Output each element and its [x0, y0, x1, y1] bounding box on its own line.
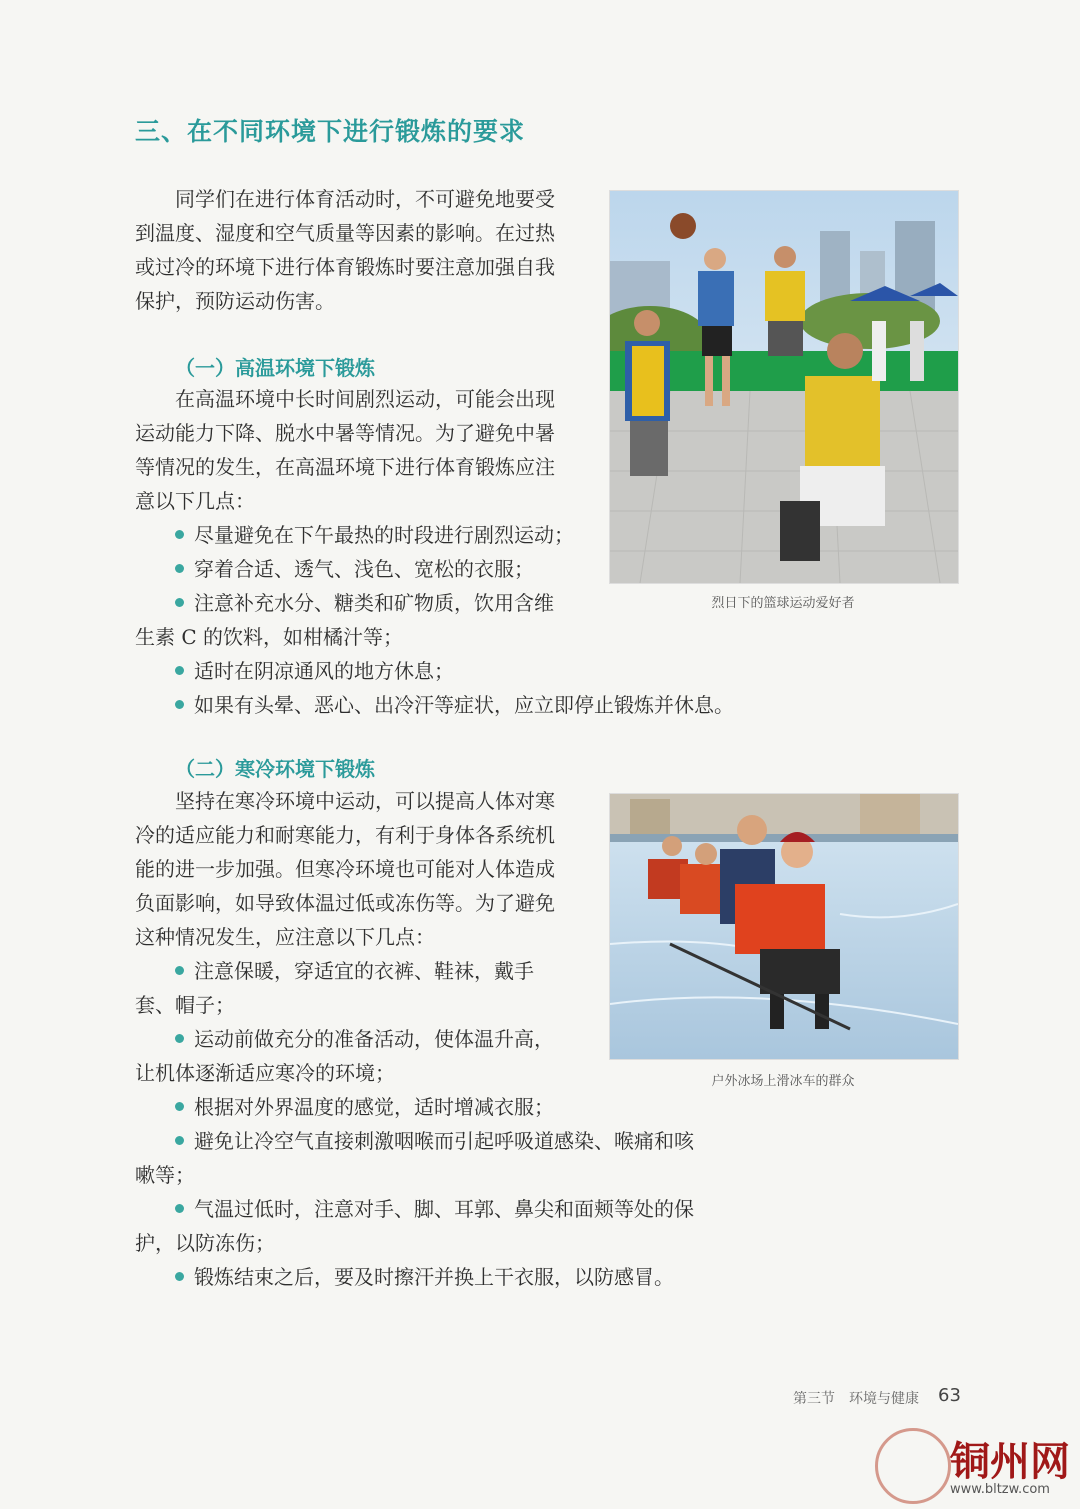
section-heading: 三、在不同环境下进行锻炼的要求 [135, 117, 526, 146]
cold-subheading: （二）寒冷环境下锻炼 [175, 757, 375, 781]
cold-line: 负面影响，如导致体温过低或冻伤等。为了避免 [135, 891, 555, 915]
page-number: 63 [938, 1385, 961, 1406]
list-item: 锻炼结束之后，要及时擦汗并换上干衣服，以防感冒。 [135, 1260, 775, 1294]
intro-line: 到温度、湿度和空气质量等因素的影响。在过热 [135, 221, 555, 245]
hot-paragraph [135, 382, 585, 518]
list-item: 避免让冷空气直接刺激咽喉而引起呼吸道感染、喉痛和咳 [135, 1124, 775, 1158]
list-item-continuation: 护，以防冻伤； [135, 1231, 275, 1255]
hot-line: 在高温环境中长时间剧烈运动，可能会出现 [175, 387, 555, 411]
watermark-url: www.bltzw.com [950, 1482, 1050, 1497]
list-item: 运动前做充分的准备活动，使体温升高， [135, 1022, 775, 1056]
bullet-dot-icon [175, 1136, 184, 1145]
intro-line: 保护，预防运动伤害。 [135, 289, 335, 313]
cold-line: 能的进一步加强。但寒冷环境也可能对人体造成 [135, 857, 555, 881]
bullet-dot-icon [175, 530, 184, 539]
list-item-continuation: 让机体逐渐适应寒冷的环境； [135, 1061, 395, 1085]
hot-bullet-list [135, 518, 775, 722]
hot-line: 等情况的发生，在高温环境下进行体育锻炼应注 [135, 455, 555, 479]
intro-paragraph [135, 182, 585, 318]
footer-section-label: 第三节 环境与健康 [793, 1391, 919, 1407]
cold-line: 坚持在寒冷环境中运动，可以提高人体对寒 [175, 789, 555, 813]
cold-paragraph [135, 784, 585, 954]
bullet-dot-icon [175, 1034, 184, 1043]
list-item: 注意补充水分、糖类和矿物质，饮用含维 [135, 586, 775, 620]
cold-line: 冷的适应能力和耐寒能力，有利于身体各系统机 [135, 823, 555, 847]
bullet-dot-icon [175, 966, 184, 975]
hot-line: 运动能力下降、脱水中暑等情况。为了避免中暑 [135, 421, 555, 445]
hot-subheading: （一）高温环境下锻炼 [175, 356, 375, 380]
bullet-dot-icon [175, 1102, 184, 1111]
intro-line: 或过冷的环境下进行体育锻炼时要注意加强自我 [135, 255, 555, 279]
ice-sled-photo [609, 793, 959, 1060]
ice-sled-photo-caption: 户外冰场上滑冰车的群众 [711, 1074, 855, 1089]
bullet-dot-icon [175, 1272, 184, 1281]
bullet-dot-icon [175, 1204, 184, 1213]
ice-sled-illustration [610, 794, 958, 1059]
list-item: 根据对外界温度的感觉，适时增减衣服； [135, 1090, 775, 1124]
list-item: 注意保暖，穿适宜的衣裤、鞋袜，戴手 [135, 954, 775, 988]
hot-line: 意以下几点： [135, 489, 255, 513]
list-item: 穿着合适、透气、浅色、宽松的衣服； [135, 552, 775, 586]
bullet-dot-icon [175, 666, 184, 675]
list-item-continuation: 生素 C 的饮料，如柑橘汁等； [135, 625, 404, 649]
list-item: 适时在阴凉通风的地方休息； [135, 654, 775, 688]
list-item-continuation: 嗽等； [135, 1163, 195, 1187]
list-item-continuation: 套、帽子； [135, 993, 235, 1017]
bullet-dot-icon [175, 598, 184, 607]
list-item: 尽量避免在下午最热的时段进行剧烈运动； [135, 518, 775, 552]
watermark-site-name: 铜州网 [950, 1439, 1070, 1485]
bullet-dot-icon [175, 700, 184, 709]
intro-line: 同学们在进行体育活动时，不可避免地要受 [175, 187, 555, 211]
cold-line: 这种情况发生，应注意以下几点： [135, 925, 435, 949]
basketball-photo-caption: 烈日下的篮球运动爱好者 [711, 596, 855, 611]
bullet-dot-icon [175, 564, 184, 573]
list-item: 气温过低时，注意对手、脚、耳郭、鼻尖和面颊等处的保 [135, 1192, 775, 1226]
watermark-seal-icon [875, 1428, 951, 1504]
list-item: 如果有头晕、恶心、出冷汗等症状，应立即停止锻炼并休息。 [135, 688, 775, 722]
